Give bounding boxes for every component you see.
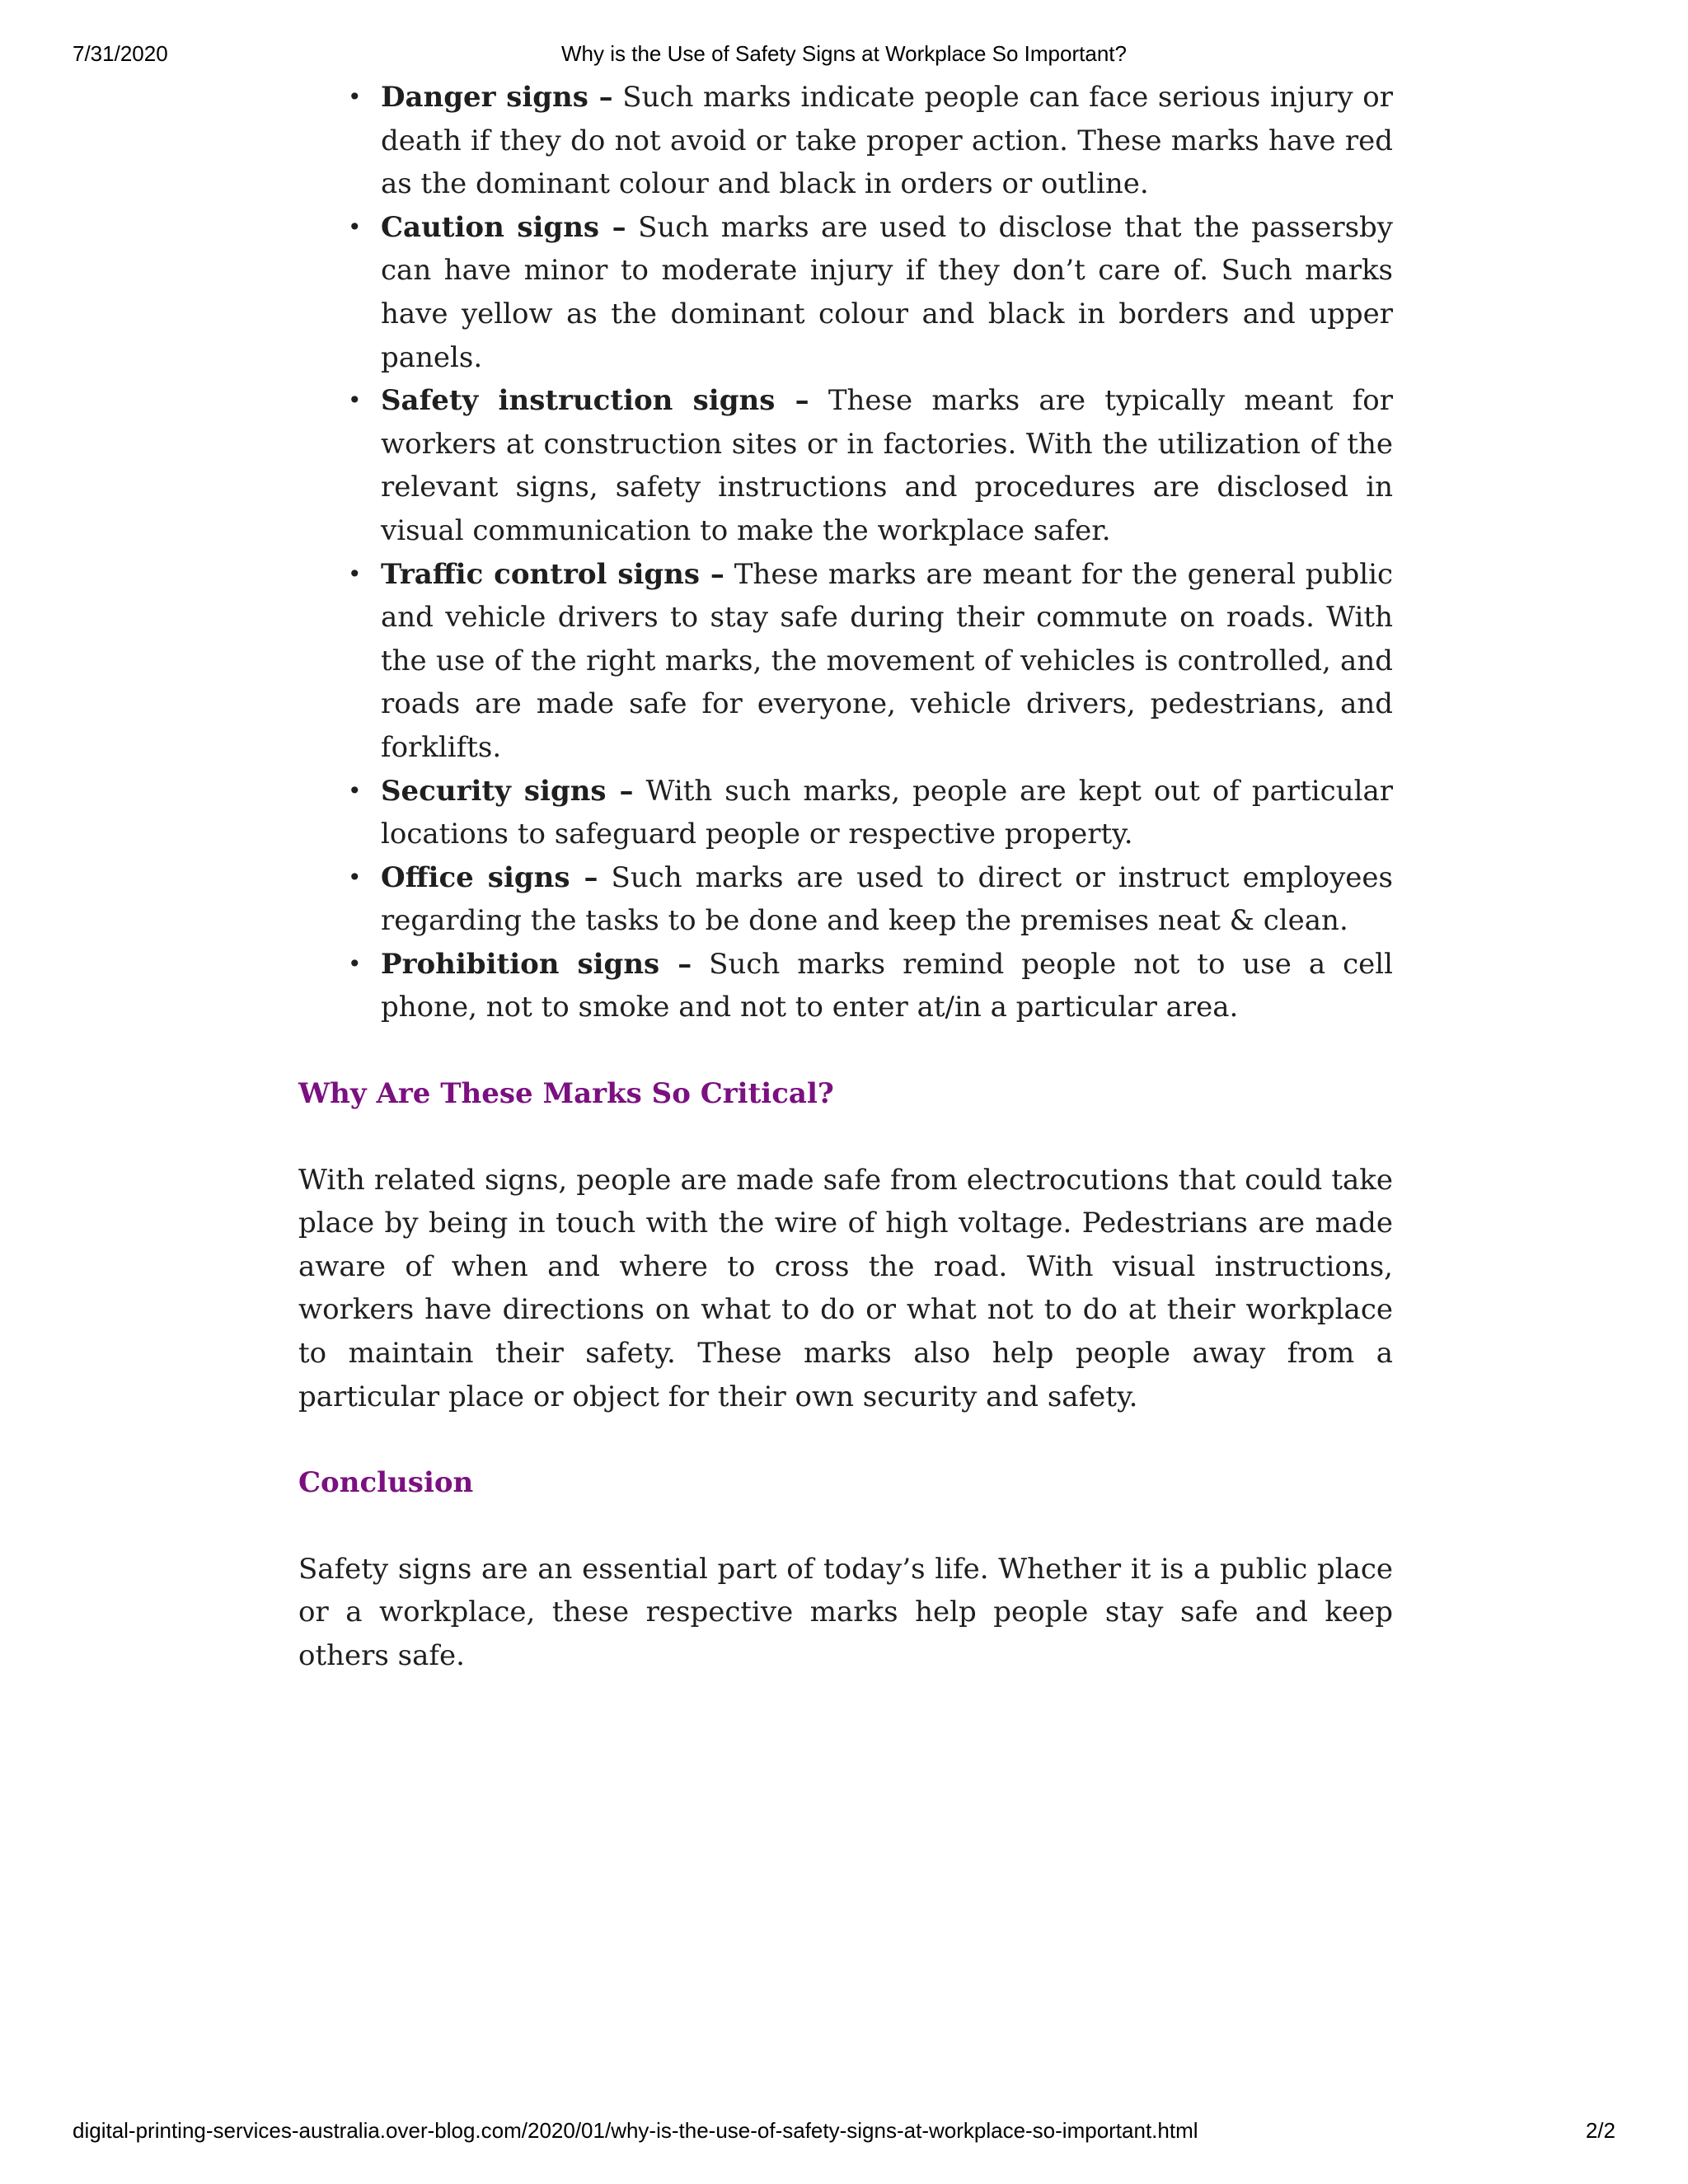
list-item-text: These marks are meant for the general public and vehicle drivers to stay safe during their commute on roads. With the use of the right marks, the movement of vehicles is controlled, and roads are made safe for everyone, vehicle drivers, pedestrians, and forklifts.: [381, 557, 1394, 764]
list-item-safety-instruction-signs: [298, 379, 1393, 552]
bullet-icon: •: [348, 387, 362, 415]
list-item-text: With such marks, people are kept out of particular locations to safeguard people or respective property.: [381, 774, 1393, 851]
list-item-term: Traffic control signs –: [381, 557, 724, 591]
article-content: [298, 76, 1393, 1678]
list-item-term: Caution signs –: [381, 210, 626, 244]
section-heading-conclusion: Conclusion: [298, 1466, 474, 1500]
page-number: 2/2: [1585, 2118, 1615, 2143]
list-item-text: These marks are typically meant for workers at construction sites or in factories. With the utilization of the relevant signs, safety instructions and procedures are disclosed in visual communication to make the workplace safer.: [381, 384, 1393, 547]
list-item-term: Danger signs –: [381, 81, 613, 114]
list-item-traffic-control-signs: [298, 553, 1393, 770]
section-body-critical: With related signs, people are made safe from electrocutions that could take place by being in touch with the wire of high voltage. Pedestrians are made aware of when and where to cross the road. With visual instructions, workers have directions on what to do or what not to do at their workplace to maintain their safety. These marks also help people away from a particular place or object for their own security and safety.: [298, 1163, 1393, 1413]
document-title: Why is the Use of Safety Signs at Workplace So Important?: [561, 41, 1127, 66]
list-item-text: Such marks indicate people can face serious injury or death if they do not avoid or take proper action. These marks have red as the dominant colour and black in orders or outline.: [381, 81, 1393, 201]
section-heading-critical: Why Are These Marks So Critical?: [298, 1077, 834, 1111]
print-date: 7/31/2020: [73, 41, 168, 66]
list-item-term: Security signs –: [381, 774, 634, 808]
page-url: digital-printing-services-australia.over-blog.com/2020/01/why-is-the-use-of-safety-signs-at-workplace-so-important.html: [73, 2118, 1198, 2143]
list-item-term: Prohibition signs –: [381, 947, 692, 981]
bullet-icon: •: [348, 213, 362, 241]
list-item-term: Office signs –: [381, 860, 598, 894]
bullet-icon: •: [348, 83, 362, 110]
list-item-text: Such marks remind people not to use a cell phone, not to smoke and not to enter at/in a particular area.: [381, 947, 1393, 1024]
list-item-term: Safety instruction signs –: [381, 384, 809, 418]
list-item-prohibition-signs: [298, 943, 1393, 1029]
list-item-text: Such marks are used to direct or instruct employees regarding the tasks to be done and keep the premises neat & clean.: [381, 860, 1393, 938]
list-item-danger-signs: [298, 76, 1393, 206]
section-body-conclusion: Safety signs are an essential part of today’s life. Whether it is a public place or a workplace, these respective marks help people stay safe and keep others safe.: [298, 1552, 1393, 1672]
list-item-caution-signs: [298, 206, 1393, 379]
print-header: [73, 41, 1615, 69]
list-item-text: Such marks are used to disclose that the passersby can have minor to moderate injury if they don’t care of. Such marks have yellow as the dominant colour and black in borders and upper panels.: [381, 210, 1393, 374]
bullet-icon: •: [348, 560, 362, 588]
list-item-office-signs: [298, 856, 1393, 943]
bullet-icon: •: [348, 863, 362, 891]
bullet-icon: •: [348, 776, 362, 804]
signs-list: [298, 76, 1393, 1029]
bullet-icon: •: [348, 949, 362, 977]
list-item-security-signs: [298, 770, 1393, 856]
print-footer: [73, 2118, 1615, 2146]
